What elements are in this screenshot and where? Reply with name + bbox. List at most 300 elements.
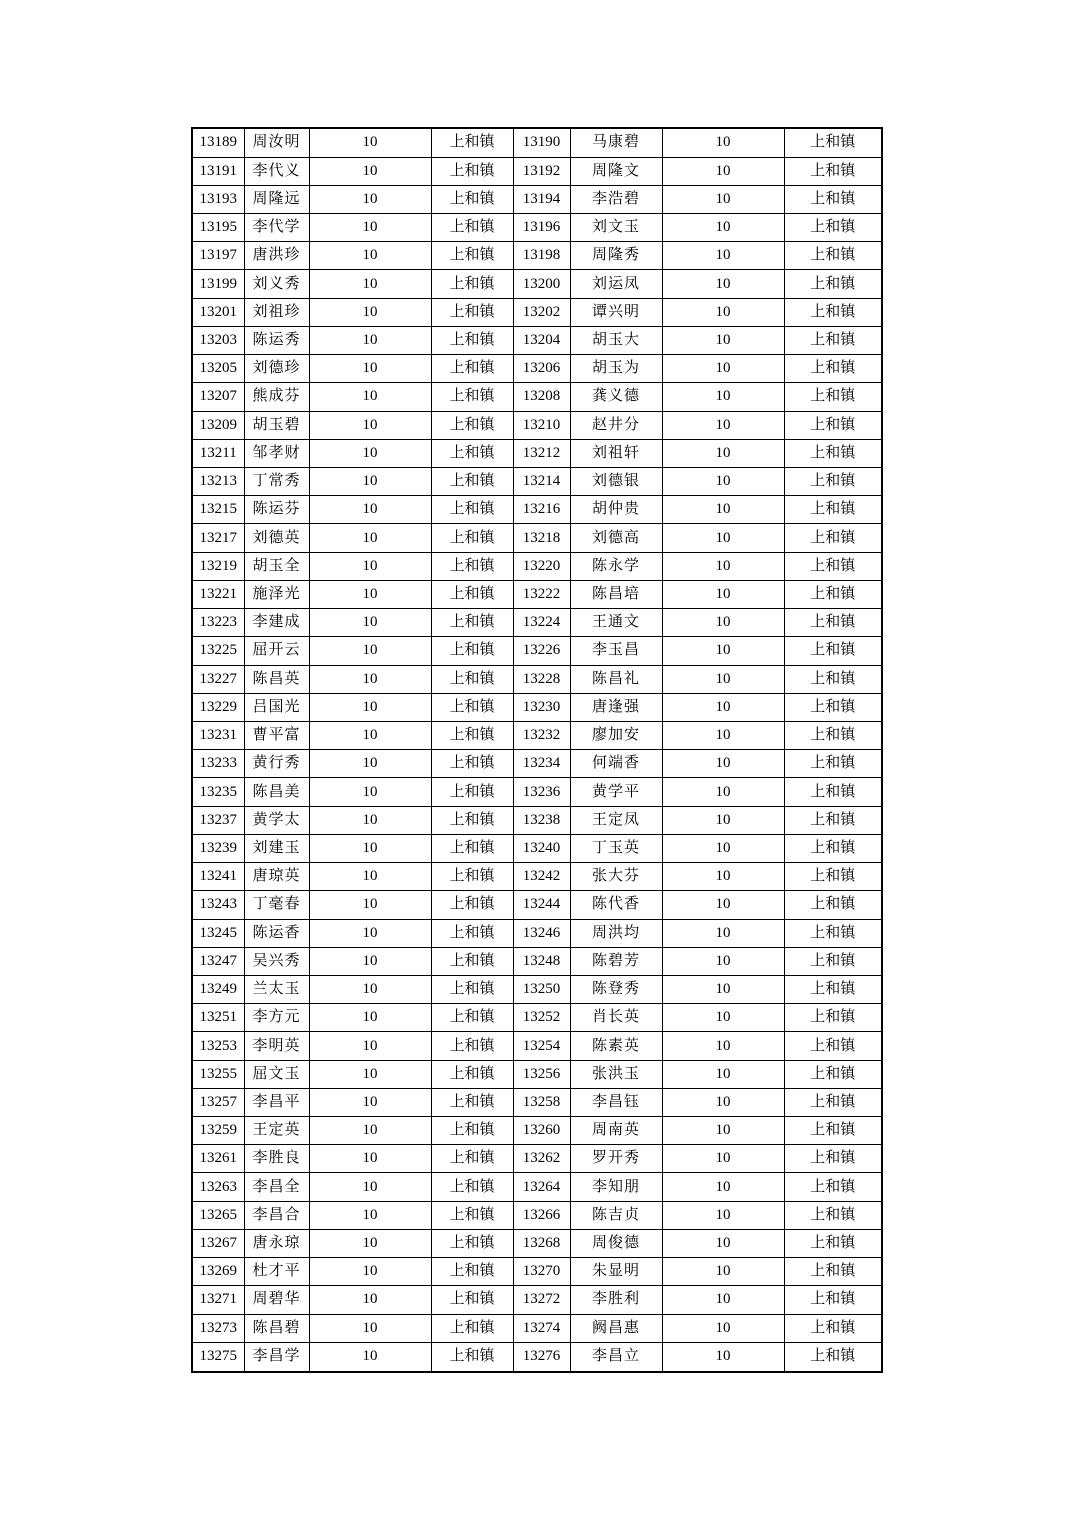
entry-amount-cell: 10 bbox=[309, 919, 431, 947]
entry-amount-cell: 10 bbox=[309, 975, 431, 1003]
entry-name-cell: 陈永学 bbox=[570, 552, 662, 580]
entry-id-cell: 13212 bbox=[513, 439, 570, 467]
entry-town-cell: 上和镇 bbox=[431, 326, 513, 354]
entry-amount-cell: 10 bbox=[309, 383, 431, 411]
entry-name-cell: 刘德英 bbox=[244, 524, 309, 552]
entry-amount-cell: 10 bbox=[309, 1258, 431, 1286]
table-row bbox=[192, 185, 882, 213]
table-row bbox=[192, 975, 882, 1003]
entry-town-cell: 上和镇 bbox=[431, 1117, 513, 1145]
entry-amount-cell: 10 bbox=[662, 778, 784, 806]
entry-amount-cell: 10 bbox=[662, 298, 784, 326]
entry-amount-cell: 10 bbox=[662, 637, 784, 665]
entry-id-cell: 13204 bbox=[513, 326, 570, 354]
entry-id-cell: 13249 bbox=[192, 975, 244, 1003]
entry-name-cell: 王定英 bbox=[244, 1117, 309, 1145]
entry-amount-cell: 10 bbox=[309, 552, 431, 580]
entry-amount-cell: 10 bbox=[309, 468, 431, 496]
entry-amount-cell: 10 bbox=[309, 721, 431, 749]
entry-id-cell: 13213 bbox=[192, 468, 244, 496]
entry-id-cell: 13192 bbox=[513, 157, 570, 185]
table-row bbox=[192, 326, 882, 354]
entry-name-cell: 邹孝财 bbox=[244, 439, 309, 467]
entry-town-cell: 上和镇 bbox=[431, 580, 513, 608]
entry-town-cell: 上和镇 bbox=[784, 693, 882, 721]
entry-name-cell: 吕国光 bbox=[244, 693, 309, 721]
entry-name-cell: 丁玉英 bbox=[570, 834, 662, 862]
entry-amount-cell: 10 bbox=[662, 806, 784, 834]
entry-town-cell: 上和镇 bbox=[431, 439, 513, 467]
entry-town-cell: 上和镇 bbox=[784, 185, 882, 213]
entry-amount-cell: 10 bbox=[309, 1145, 431, 1173]
table-row bbox=[192, 298, 882, 326]
entry-name-cell: 陈登秀 bbox=[570, 975, 662, 1003]
entry-town-cell: 上和镇 bbox=[784, 1145, 882, 1173]
entry-town-cell: 上和镇 bbox=[431, 1145, 513, 1173]
entry-town-cell: 上和镇 bbox=[784, 1088, 882, 1116]
entry-name-cell: 李胜良 bbox=[244, 1145, 309, 1173]
entry-amount-cell: 10 bbox=[662, 750, 784, 778]
entry-town-cell: 上和镇 bbox=[431, 1004, 513, 1032]
entry-name-cell: 刘文玉 bbox=[570, 214, 662, 242]
entry-name-cell: 刘祖轩 bbox=[570, 439, 662, 467]
entry-name-cell: 王定凤 bbox=[570, 806, 662, 834]
table-row bbox=[192, 157, 882, 185]
entry-id-cell: 13221 bbox=[192, 580, 244, 608]
entry-town-cell: 上和镇 bbox=[784, 1004, 882, 1032]
entry-amount-cell: 10 bbox=[309, 637, 431, 665]
entry-town-cell: 上和镇 bbox=[431, 524, 513, 552]
entry-id-cell: 13268 bbox=[513, 1229, 570, 1257]
entry-amount-cell: 10 bbox=[309, 1286, 431, 1314]
entry-town-cell: 上和镇 bbox=[784, 214, 882, 242]
entry-town-cell: 上和镇 bbox=[431, 778, 513, 806]
table-row bbox=[192, 665, 882, 693]
entry-amount-cell: 10 bbox=[662, 1229, 784, 1257]
entry-amount-cell: 10 bbox=[662, 863, 784, 891]
entry-amount-cell: 10 bbox=[662, 975, 784, 1003]
entry-id-cell: 13254 bbox=[513, 1032, 570, 1060]
entry-town-cell: 上和镇 bbox=[784, 383, 882, 411]
entry-name-cell: 刘义秀 bbox=[244, 270, 309, 298]
entry-amount-cell: 10 bbox=[662, 1342, 784, 1372]
entry-id-cell: 13219 bbox=[192, 552, 244, 580]
entry-town-cell: 上和镇 bbox=[431, 242, 513, 270]
entry-name-cell: 唐永琼 bbox=[244, 1229, 309, 1257]
entry-id-cell: 13202 bbox=[513, 298, 570, 326]
entry-name-cell: 胡玉为 bbox=[570, 355, 662, 383]
entry-amount-cell: 10 bbox=[309, 750, 431, 778]
entry-id-cell: 13200 bbox=[513, 270, 570, 298]
entry-town-cell: 上和镇 bbox=[784, 411, 882, 439]
entry-name-cell: 李明英 bbox=[244, 1032, 309, 1060]
entry-name-cell: 周洪均 bbox=[570, 919, 662, 947]
entry-town-cell: 上和镇 bbox=[431, 1201, 513, 1229]
entry-town-cell: 上和镇 bbox=[784, 806, 882, 834]
entry-id-cell: 13260 bbox=[513, 1117, 570, 1145]
entry-amount-cell: 10 bbox=[662, 326, 784, 354]
entry-id-cell: 13232 bbox=[513, 721, 570, 749]
entry-name-cell: 罗开秀 bbox=[570, 1145, 662, 1173]
entry-town-cell: 上和镇 bbox=[784, 1117, 882, 1145]
entry-town-cell: 上和镇 bbox=[431, 1088, 513, 1116]
roster-table bbox=[191, 127, 883, 1373]
entry-town-cell: 上和镇 bbox=[784, 1060, 882, 1088]
entry-name-cell: 黄行秀 bbox=[244, 750, 309, 778]
entry-amount-cell: 10 bbox=[662, 496, 784, 524]
entry-name-cell: 周隆远 bbox=[244, 185, 309, 213]
entry-id-cell: 13211 bbox=[192, 439, 244, 467]
table-row bbox=[192, 1286, 882, 1314]
entry-name-cell: 丁毫春 bbox=[244, 891, 309, 919]
entry-name-cell: 陈昌英 bbox=[244, 665, 309, 693]
entry-town-cell: 上和镇 bbox=[784, 1201, 882, 1229]
table-row bbox=[192, 919, 882, 947]
entry-name-cell: 阙昌惠 bbox=[570, 1314, 662, 1342]
entry-name-cell: 杜才平 bbox=[244, 1258, 309, 1286]
entry-amount-cell: 10 bbox=[309, 947, 431, 975]
entry-id-cell: 13269 bbox=[192, 1258, 244, 1286]
entry-name-cell: 周碧华 bbox=[244, 1286, 309, 1314]
entry-name-cell: 廖加安 bbox=[570, 721, 662, 749]
table-row bbox=[192, 1088, 882, 1116]
entry-id-cell: 13272 bbox=[513, 1286, 570, 1314]
table-row bbox=[192, 411, 882, 439]
table-row bbox=[192, 580, 882, 608]
table-row bbox=[192, 637, 882, 665]
entry-amount-cell: 10 bbox=[662, 185, 784, 213]
entry-amount-cell: 10 bbox=[309, 496, 431, 524]
table-body bbox=[192, 128, 882, 1372]
entry-town-cell: 上和镇 bbox=[431, 637, 513, 665]
entry-name-cell: 陈运秀 bbox=[244, 326, 309, 354]
entry-amount-cell: 10 bbox=[662, 834, 784, 862]
entry-town-cell: 上和镇 bbox=[431, 355, 513, 383]
entry-town-cell: 上和镇 bbox=[784, 919, 882, 947]
entry-name-cell: 李胜利 bbox=[570, 1286, 662, 1314]
entry-name-cell: 周汝明 bbox=[244, 128, 309, 157]
entry-id-cell: 13208 bbox=[513, 383, 570, 411]
entry-id-cell: 13207 bbox=[192, 383, 244, 411]
entry-amount-cell: 10 bbox=[662, 609, 784, 637]
entry-town-cell: 上和镇 bbox=[431, 1286, 513, 1314]
entry-id-cell: 13209 bbox=[192, 411, 244, 439]
entry-id-cell: 13267 bbox=[192, 1229, 244, 1257]
entry-name-cell: 陈碧芳 bbox=[570, 947, 662, 975]
entry-amount-cell: 10 bbox=[662, 919, 784, 947]
entry-id-cell: 13274 bbox=[513, 1314, 570, 1342]
entry-town-cell: 上和镇 bbox=[784, 270, 882, 298]
entry-id-cell: 13236 bbox=[513, 778, 570, 806]
entry-town-cell: 上和镇 bbox=[431, 1173, 513, 1201]
entry-id-cell: 13234 bbox=[513, 750, 570, 778]
entry-town-cell: 上和镇 bbox=[431, 1258, 513, 1286]
entry-amount-cell: 10 bbox=[662, 1060, 784, 1088]
entry-town-cell: 上和镇 bbox=[431, 665, 513, 693]
entry-town-cell: 上和镇 bbox=[431, 552, 513, 580]
entry-amount-cell: 10 bbox=[662, 1032, 784, 1060]
entry-id-cell: 13197 bbox=[192, 242, 244, 270]
entry-town-cell: 上和镇 bbox=[784, 524, 882, 552]
entry-id-cell: 13226 bbox=[513, 637, 570, 665]
entry-amount-cell: 10 bbox=[662, 128, 784, 157]
entry-name-cell: 马康碧 bbox=[570, 128, 662, 157]
entry-id-cell: 13203 bbox=[192, 326, 244, 354]
entry-amount-cell: 10 bbox=[662, 580, 784, 608]
entry-name-cell: 何端香 bbox=[570, 750, 662, 778]
entry-id-cell: 13194 bbox=[513, 185, 570, 213]
entry-town-cell: 上和镇 bbox=[431, 806, 513, 834]
entry-id-cell: 13239 bbox=[192, 834, 244, 862]
entry-id-cell: 13276 bbox=[513, 1342, 570, 1372]
entry-amount-cell: 10 bbox=[309, 834, 431, 862]
entry-amount-cell: 10 bbox=[662, 242, 784, 270]
entry-amount-cell: 10 bbox=[309, 128, 431, 157]
entry-id-cell: 13206 bbox=[513, 355, 570, 383]
entry-name-cell: 周俊德 bbox=[570, 1229, 662, 1257]
entry-id-cell: 13245 bbox=[192, 919, 244, 947]
entry-id-cell: 13241 bbox=[192, 863, 244, 891]
entry-amount-cell: 10 bbox=[309, 439, 431, 467]
table-row bbox=[192, 1229, 882, 1257]
table-row bbox=[192, 128, 882, 157]
entry-name-cell: 陈素英 bbox=[570, 1032, 662, 1060]
entry-name-cell: 刘德珍 bbox=[244, 355, 309, 383]
entry-name-cell: 李方元 bbox=[244, 1004, 309, 1032]
entry-id-cell: 13228 bbox=[513, 665, 570, 693]
entry-name-cell: 张洪玉 bbox=[570, 1060, 662, 1088]
table-row bbox=[192, 778, 882, 806]
entry-town-cell: 上和镇 bbox=[431, 863, 513, 891]
entry-amount-cell: 10 bbox=[662, 1286, 784, 1314]
entry-town-cell: 上和镇 bbox=[784, 439, 882, 467]
entry-town-cell: 上和镇 bbox=[784, 721, 882, 749]
entry-id-cell: 13257 bbox=[192, 1088, 244, 1116]
entry-town-cell: 上和镇 bbox=[784, 975, 882, 1003]
entry-id-cell: 13231 bbox=[192, 721, 244, 749]
entry-amount-cell: 10 bbox=[309, 242, 431, 270]
entry-amount-cell: 10 bbox=[662, 1314, 784, 1342]
entry-name-cell: 刘运凤 bbox=[570, 270, 662, 298]
entry-id-cell: 13198 bbox=[513, 242, 570, 270]
entry-id-cell: 13266 bbox=[513, 1201, 570, 1229]
entry-name-cell: 龚义德 bbox=[570, 383, 662, 411]
entry-name-cell: 黄学平 bbox=[570, 778, 662, 806]
entry-amount-cell: 10 bbox=[662, 1258, 784, 1286]
entry-amount-cell: 10 bbox=[309, 1032, 431, 1060]
entry-name-cell: 李昌平 bbox=[244, 1088, 309, 1116]
entry-id-cell: 13247 bbox=[192, 947, 244, 975]
entry-town-cell: 上和镇 bbox=[784, 834, 882, 862]
entry-amount-cell: 10 bbox=[309, 157, 431, 185]
entry-town-cell: 上和镇 bbox=[431, 298, 513, 326]
entry-amount-cell: 10 bbox=[309, 891, 431, 919]
entry-id-cell: 13240 bbox=[513, 834, 570, 862]
entry-id-cell: 13265 bbox=[192, 1201, 244, 1229]
entry-town-cell: 上和镇 bbox=[784, 750, 882, 778]
entry-id-cell: 13223 bbox=[192, 609, 244, 637]
entry-town-cell: 上和镇 bbox=[784, 863, 882, 891]
entry-name-cell: 胡玉大 bbox=[570, 326, 662, 354]
entry-name-cell: 李昌立 bbox=[570, 1342, 662, 1372]
entry-name-cell: 王通文 bbox=[570, 609, 662, 637]
entry-id-cell: 13229 bbox=[192, 693, 244, 721]
table-row bbox=[192, 552, 882, 580]
entry-amount-cell: 10 bbox=[309, 778, 431, 806]
entry-amount-cell: 10 bbox=[662, 693, 784, 721]
entry-id-cell: 13195 bbox=[192, 214, 244, 242]
table-row bbox=[192, 468, 882, 496]
entry-amount-cell: 10 bbox=[309, 1201, 431, 1229]
entry-name-cell: 屈开云 bbox=[244, 637, 309, 665]
entry-town-cell: 上和镇 bbox=[784, 496, 882, 524]
entry-name-cell: 张大芬 bbox=[570, 863, 662, 891]
entry-id-cell: 13244 bbox=[513, 891, 570, 919]
entry-amount-cell: 10 bbox=[309, 355, 431, 383]
entry-town-cell: 上和镇 bbox=[784, 609, 882, 637]
entry-town-cell: 上和镇 bbox=[431, 693, 513, 721]
entry-name-cell: 陈昌礼 bbox=[570, 665, 662, 693]
entry-name-cell: 胡仲贵 bbox=[570, 496, 662, 524]
entry-town-cell: 上和镇 bbox=[431, 975, 513, 1003]
entry-town-cell: 上和镇 bbox=[784, 468, 882, 496]
entry-id-cell: 13220 bbox=[513, 552, 570, 580]
entry-town-cell: 上和镇 bbox=[784, 157, 882, 185]
entry-id-cell: 13233 bbox=[192, 750, 244, 778]
entry-id-cell: 13271 bbox=[192, 1286, 244, 1314]
entry-id-cell: 13196 bbox=[513, 214, 570, 242]
entry-amount-cell: 10 bbox=[662, 468, 784, 496]
entry-amount-cell: 10 bbox=[309, 1173, 431, 1201]
table-row bbox=[192, 1032, 882, 1060]
entry-amount-cell: 10 bbox=[662, 1117, 784, 1145]
entry-town-cell: 上和镇 bbox=[784, 665, 882, 693]
table-row bbox=[192, 834, 882, 862]
entry-amount-cell: 10 bbox=[662, 157, 784, 185]
entry-id-cell: 13189 bbox=[192, 128, 244, 157]
entry-town-cell: 上和镇 bbox=[431, 496, 513, 524]
table-row bbox=[192, 1145, 882, 1173]
entry-id-cell: 13261 bbox=[192, 1145, 244, 1173]
entry-id-cell: 13264 bbox=[513, 1173, 570, 1201]
entry-town-cell: 上和镇 bbox=[431, 1229, 513, 1257]
entry-amount-cell: 10 bbox=[662, 1004, 784, 1032]
entry-town-cell: 上和镇 bbox=[784, 891, 882, 919]
entry-id-cell: 13263 bbox=[192, 1173, 244, 1201]
entry-town-cell: 上和镇 bbox=[431, 128, 513, 157]
entry-town-cell: 上和镇 bbox=[431, 270, 513, 298]
entry-name-cell: 丁常秀 bbox=[244, 468, 309, 496]
entry-name-cell: 李昌学 bbox=[244, 1342, 309, 1372]
entry-id-cell: 13275 bbox=[192, 1342, 244, 1372]
table-row bbox=[192, 270, 882, 298]
entry-id-cell: 13270 bbox=[513, 1258, 570, 1286]
entry-name-cell: 李昌钰 bbox=[570, 1088, 662, 1116]
entry-name-cell: 黄学太 bbox=[244, 806, 309, 834]
entry-amount-cell: 10 bbox=[309, 411, 431, 439]
entry-town-cell: 上和镇 bbox=[784, 1032, 882, 1060]
entry-amount-cell: 10 bbox=[662, 721, 784, 749]
entry-town-cell: 上和镇 bbox=[431, 411, 513, 439]
entry-amount-cell: 10 bbox=[309, 1004, 431, 1032]
table-row bbox=[192, 693, 882, 721]
entry-id-cell: 13252 bbox=[513, 1004, 570, 1032]
entry-amount-cell: 10 bbox=[309, 1229, 431, 1257]
entry-town-cell: 上和镇 bbox=[784, 580, 882, 608]
entry-id-cell: 13273 bbox=[192, 1314, 244, 1342]
entry-amount-cell: 10 bbox=[309, 270, 431, 298]
table-row bbox=[192, 1258, 882, 1286]
entry-id-cell: 13242 bbox=[513, 863, 570, 891]
table-row bbox=[192, 1004, 882, 1032]
table-row bbox=[192, 496, 882, 524]
entry-id-cell: 13199 bbox=[192, 270, 244, 298]
entry-id-cell: 13205 bbox=[192, 355, 244, 383]
entry-name-cell: 周隆秀 bbox=[570, 242, 662, 270]
entry-name-cell: 陈运芬 bbox=[244, 496, 309, 524]
entry-id-cell: 13243 bbox=[192, 891, 244, 919]
entry-amount-cell: 10 bbox=[662, 439, 784, 467]
entry-id-cell: 13216 bbox=[513, 496, 570, 524]
entry-id-cell: 13217 bbox=[192, 524, 244, 552]
entry-town-cell: 上和镇 bbox=[431, 1060, 513, 1088]
entry-amount-cell: 10 bbox=[662, 1088, 784, 1116]
entry-name-cell: 唐逢强 bbox=[570, 693, 662, 721]
entry-name-cell: 李昌全 bbox=[244, 1173, 309, 1201]
entry-town-cell: 上和镇 bbox=[431, 185, 513, 213]
entry-id-cell: 13250 bbox=[513, 975, 570, 1003]
entry-town-cell: 上和镇 bbox=[784, 1342, 882, 1372]
entry-name-cell: 刘建玉 bbox=[244, 834, 309, 862]
entry-amount-cell: 10 bbox=[662, 1201, 784, 1229]
table-row bbox=[192, 721, 882, 749]
entry-name-cell: 陈代香 bbox=[570, 891, 662, 919]
entry-name-cell: 唐琼英 bbox=[244, 863, 309, 891]
entry-id-cell: 13214 bbox=[513, 468, 570, 496]
entry-amount-cell: 10 bbox=[309, 693, 431, 721]
entry-town-cell: 上和镇 bbox=[784, 326, 882, 354]
entry-name-cell: 李昌合 bbox=[244, 1201, 309, 1229]
entry-id-cell: 13237 bbox=[192, 806, 244, 834]
entry-id-cell: 13259 bbox=[192, 1117, 244, 1145]
entry-town-cell: 上和镇 bbox=[431, 157, 513, 185]
entry-amount-cell: 10 bbox=[309, 1314, 431, 1342]
entry-id-cell: 13235 bbox=[192, 778, 244, 806]
entry-amount-cell: 10 bbox=[309, 326, 431, 354]
entry-id-cell: 13201 bbox=[192, 298, 244, 326]
entry-name-cell: 李代义 bbox=[244, 157, 309, 185]
table-row bbox=[192, 891, 882, 919]
entry-town-cell: 上和镇 bbox=[784, 947, 882, 975]
entry-name-cell: 陈运香 bbox=[244, 919, 309, 947]
entry-amount-cell: 10 bbox=[662, 524, 784, 552]
entry-town-cell: 上和镇 bbox=[431, 1342, 513, 1372]
entry-town-cell: 上和镇 bbox=[431, 383, 513, 411]
entry-town-cell: 上和镇 bbox=[784, 552, 882, 580]
entry-amount-cell: 10 bbox=[309, 806, 431, 834]
entry-id-cell: 13255 bbox=[192, 1060, 244, 1088]
entry-id-cell: 13248 bbox=[513, 947, 570, 975]
entry-name-cell: 刘德银 bbox=[570, 468, 662, 496]
entry-town-cell: 上和镇 bbox=[784, 1286, 882, 1314]
entry-town-cell: 上和镇 bbox=[431, 1314, 513, 1342]
entry-name-cell: 施泽光 bbox=[244, 580, 309, 608]
table-row bbox=[192, 355, 882, 383]
entry-town-cell: 上和镇 bbox=[431, 721, 513, 749]
entry-id-cell: 13258 bbox=[513, 1088, 570, 1116]
entry-id-cell: 13191 bbox=[192, 157, 244, 185]
entry-amount-cell: 10 bbox=[309, 580, 431, 608]
